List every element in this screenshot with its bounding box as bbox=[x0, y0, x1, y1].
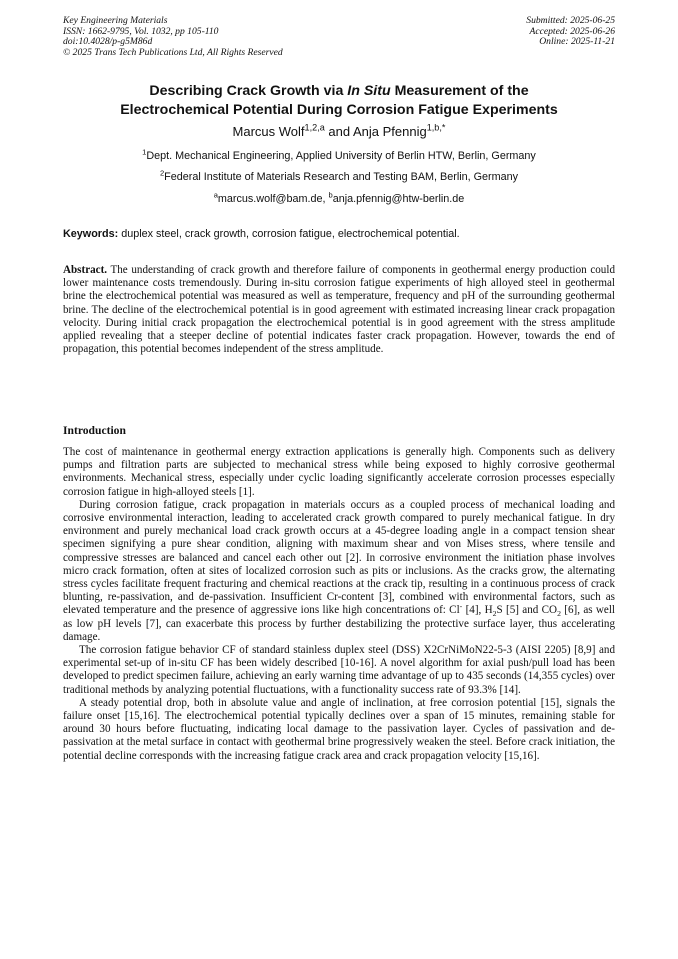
author-2: Anja Pfennig bbox=[352, 124, 427, 139]
keywords-text: duplex steel, crack growth, corrosion fatigue, electrochemical potential. bbox=[118, 228, 460, 240]
affiliation-2: $^2$Federal Institute of Materials Research and Testing BAM, Berlin, Germany bbox=[159, 168, 519, 183]
abstract-text: The understanding of crack growth and therefore failure of components in geothermal energy production could lower maintenance costs tremendously. During in-situ corrosion fatigue experiments of high alloyed steel in geothermal brine the electrochemical potential was measured as well as temperature, frequency and pH of the surrounding geothermal brine. The decline of the electrochemical potential is in good agreement with estimated increasing linear crack propagation velocity. During initial crack propagation the electrochemical potential is in good agreement with the stress amplitude applied revealing that a steeper decline of potential indicates faster crack propagation. However, towards the end of propagation, this potential becomes independent of the stress amplitude. bbox=[63, 264, 615, 356]
dates-info bbox=[526, 16, 615, 48]
author-1: Marcus Wolf bbox=[232, 124, 305, 139]
paragraph-2: During corrosion fatigue, crack propagation in materials occurs as a coupled process of mechanical loading and corrosive environmental interaction, leading to accelerated crack growth compared to purely mechanical fatigue. In dry environment and purely mechanical load crack growth occurs at a 45-degree loading angle in a compact tension shear specimen signifying a pure shear condition, aligning with maximum shear and von Mises stress, where tensile and compressive stresses are balanced and cancel each other out [2]. In corrosive environment the initiation phase involves micro crack formation, often at sites of localized corrosion such as pits or inclusions. As the cracks grow, the alternating stress cycles facilitate frequent fracturing and chemical reactions at the crack tip, resulting in a continuous process of crack blunting, re-passivation, and de-passivation. Insufficient Cr-content [3], combined with environmental factors, such as elevated temperature and the presence of aggressive ions like high concentrations of: Cl- [4], $H_2S$ [5] and $CO_2$ [6], as well as low pH levels [7], can exacerbate this process by further destabilizing the protective surface layer, thus accelerating damage. bbox=[63, 498, 615, 643]
paragraph-3: The corrosion fatigue behavior CF of standard stainless duplex steel (DSS) X2CrNiMoN22-5-3 (AISI 2205) [8,9] and experimental set-up of in-situ CF has been widely described [10-16]. A novel algorithm for axial push/pull load has been developed to predict specimen failure, achieving an early warning time advantage of up to 435 seconds (14,355 cycles) over traditional methods by analyzing potential fluctuations, with a functionality success rate of 93.3% [14]. bbox=[63, 644, 615, 696]
affiliation-1: $^1$Dept. Mechanical Engineering, Applied University of Berlin HTW, Berlin, Germany bbox=[142, 147, 536, 162]
introduction-body bbox=[63, 446, 615, 763]
journal-name: Key Engineering Materials bbox=[63, 15, 168, 26]
author-emails: $^a$marcus.wolf@bam.de, $^b$anja.pfennig@htw-berlin.de bbox=[213, 190, 465, 205]
title-line-1: Describing Crack Growth via In Situ Measurement of the bbox=[149, 83, 529, 99]
section-heading-introduction: Introduction bbox=[63, 424, 126, 437]
paragraph-4: A steady potential drop, both in absolute value and angle of inclination, at free corrosion potential [15], signals the failure onset [15,16]. The electrochemical potential typically declines over a span of 15 minutes, remaining stable for around 30 hours before fluctuating, indicating local damage to the passivation layer. Cycles of passivation and de-passivation at the metal surface in contact with geothermal brine progressively weaken the steel. Before crack initiation, the potential decline corresponds with the increasing fatigue crack area and crack propagation velocity [15,16]. bbox=[63, 696, 615, 762]
keywords-label: Keywords: bbox=[63, 228, 119, 240]
journal-info bbox=[63, 16, 283, 58]
title-emphasis: In Situ bbox=[347, 83, 391, 99]
doi[interactable]: doi:10.4028/p-g5M86d bbox=[63, 36, 153, 48]
abstract-label: Abstract. bbox=[63, 264, 108, 276]
issn-volume: ISSN: 1662-9795, Vol. 1032, pp 105-110 bbox=[63, 25, 219, 37]
submitted-date: Submitted: 2025-06-25 bbox=[526, 15, 615, 26]
abstract bbox=[63, 264, 615, 356]
email-a[interactable]: marcus.wolf@bam.de, bbox=[217, 193, 329, 205]
paper-title bbox=[40, 82, 638, 119]
paragraph-1: The cost of maintenance in geothermal energy extraction applications is generally high. Components such as delivery pumps and filtration parts are subjected to mechanical stress while being exposed to highly corrosive geothermal environments. Mechanical stress, especially under cyclic loading significantly accelerate corrosion processes especially corrosion fatigue in high-alloyed steels [1]. bbox=[63, 446, 615, 498]
authors: Marcus Wolf$^{1,2,a}$ and Anja Pfennig$^{1,b,*}$ bbox=[232, 122, 446, 139]
keywords bbox=[63, 228, 615, 241]
email-b[interactable]: anja.pfennig@htw-berlin.de bbox=[332, 193, 465, 205]
accepted-date: Accepted: 2025-06-26 bbox=[529, 25, 615, 37]
title-line-2: Electrochemical Potential During Corrosion Fatigue Experiments bbox=[120, 101, 558, 118]
copyright: © 2025 Trans Tech Publications Ltd, All Rights Reserved bbox=[63, 46, 283, 58]
online-date: Online: 2025-11-21 bbox=[539, 36, 615, 48]
